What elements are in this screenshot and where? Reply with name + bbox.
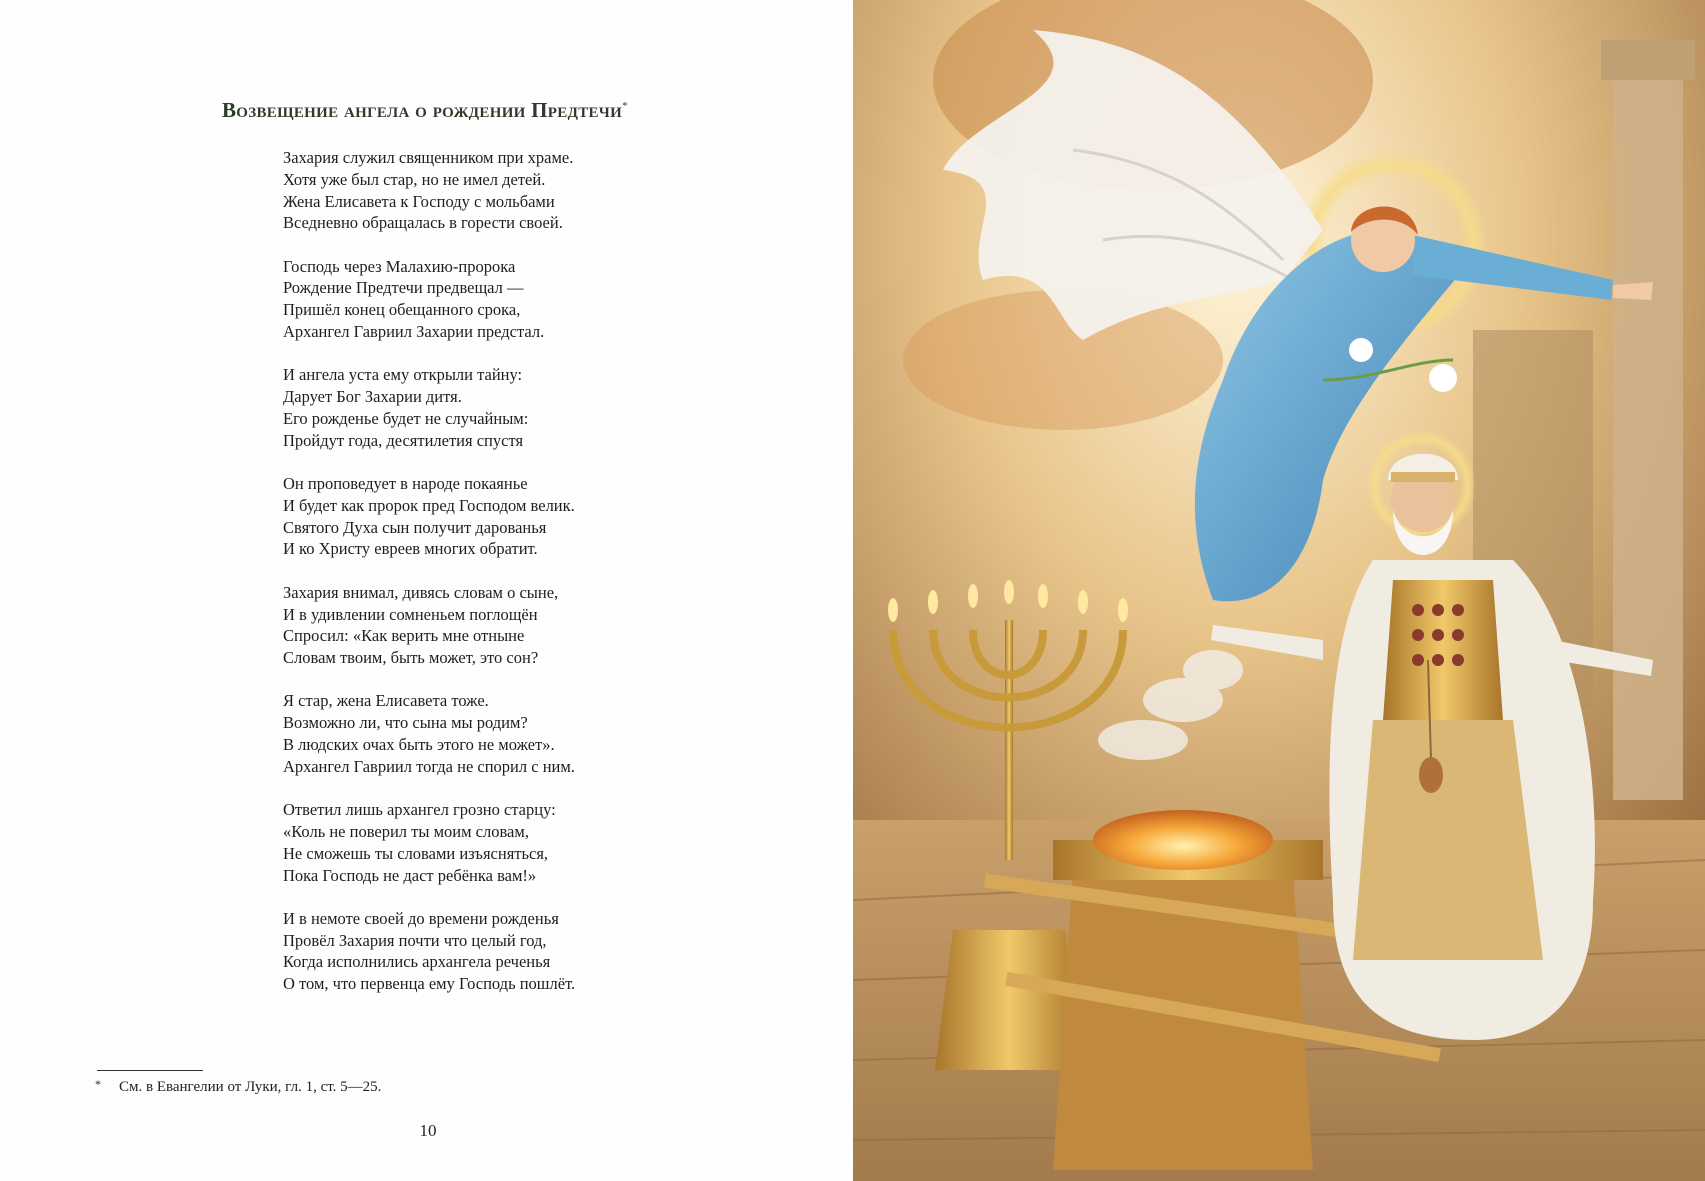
- poem-line: Вседневно обращалась в горести своей.: [283, 213, 563, 233]
- poem-stanza: [283, 473, 803, 560]
- poem-line: Пройдут года, десятилетия спустя: [283, 430, 524, 450]
- poem-body: [283, 147, 803, 1017]
- poem-line: И в немоте своей до времени рожденья: [283, 908, 559, 928]
- poem-line: Он проповедует в народе покаянье: [283, 474, 528, 494]
- poem-line: Архангел Гавриил Захарии предстал.: [283, 322, 545, 342]
- poem-stanza: [283, 364, 803, 451]
- poem-stanza: [283, 582, 803, 669]
- poem-line: Я стар, жена Елисавета тоже.: [283, 691, 489, 711]
- poem-line: О том, что первенца ему Господь пошлёт.: [283, 974, 576, 994]
- poem-line: Когда исполнились архангела реченья: [283, 952, 551, 972]
- poem-line: Архангел Гавриил тогда не спорил с ним.: [283, 756, 575, 776]
- poem-line: Не сможешь ты словами изъясняться,: [283, 843, 549, 863]
- poem-line: Рождение Предтечи предвещал —: [283, 278, 524, 298]
- poem-line: Ответил лишь архангел грозно старцу:: [283, 800, 556, 820]
- poem-stanza: [283, 908, 803, 995]
- poem-line: В людских очах быть этого не может».: [283, 735, 555, 755]
- poem-line: «Коль не поверил ты моим словам,: [283, 821, 529, 841]
- poem-line: Пока Господь не даст ребёнка вам!»: [283, 865, 537, 885]
- poem-line: Жена Елисавета к Господу с мольбами: [283, 191, 555, 211]
- poem-title-text: Возвещение ангела о рождении Предтечи: [222, 98, 623, 122]
- footnote-text: См. в Евангелии от Луки, гл. 1, ст. 5—25.: [119, 1079, 382, 1095]
- poem-line: И ко Христу евреев многих обратит.: [283, 539, 538, 559]
- footnote-mark: *: [95, 1077, 101, 1091]
- poem-stanza: [283, 256, 803, 343]
- page-number: 10: [419, 1121, 437, 1140]
- poem-line: И ангела уста ему открыли тайну:: [283, 365, 523, 385]
- poem-line: Дарует Бог Захарии дитя.: [283, 387, 462, 407]
- poem-line: Словам твоим, быть может, это сон?: [283, 648, 539, 668]
- poem-line: Провёл Захария почти что целый год,: [283, 930, 547, 950]
- poem-stanza: [283, 799, 803, 886]
- poem-line: И в удивлении сомненьем поглощён: [283, 604, 538, 624]
- poem-stanza: [283, 147, 803, 234]
- poem-line: Его рожденье будет не случайным:: [283, 408, 529, 428]
- poem-line: Господь через Малахию-пророка: [283, 256, 516, 276]
- poem-line: Возможно ли, что сына мы родим?: [283, 713, 528, 733]
- poem-title: [222, 98, 782, 123]
- poem-line: Пришёл конец обещанного срока,: [283, 300, 521, 320]
- poem-line: И будет как пророк пред Господом велик.: [283, 495, 575, 515]
- poem-line: Спросил: «Как верить мне отныне: [283, 626, 525, 646]
- poem-stanza: [283, 690, 803, 777]
- poem-line: Святого Духа сын получит дарованья: [283, 517, 547, 537]
- poem-line: Захария внимал, дивясь словам о сыне,: [283, 582, 559, 602]
- footnote-divider: [97, 1070, 203, 1071]
- poem-line: Хотя уже был стар, но не имел детей.: [283, 169, 546, 189]
- illustration-angel-and-zechariah: [853, 0, 1705, 1181]
- footnote: [95, 1079, 695, 1096]
- poem-line: Захария служил священником при храме.: [283, 148, 574, 167]
- title-footnote-mark: *: [622, 100, 628, 112]
